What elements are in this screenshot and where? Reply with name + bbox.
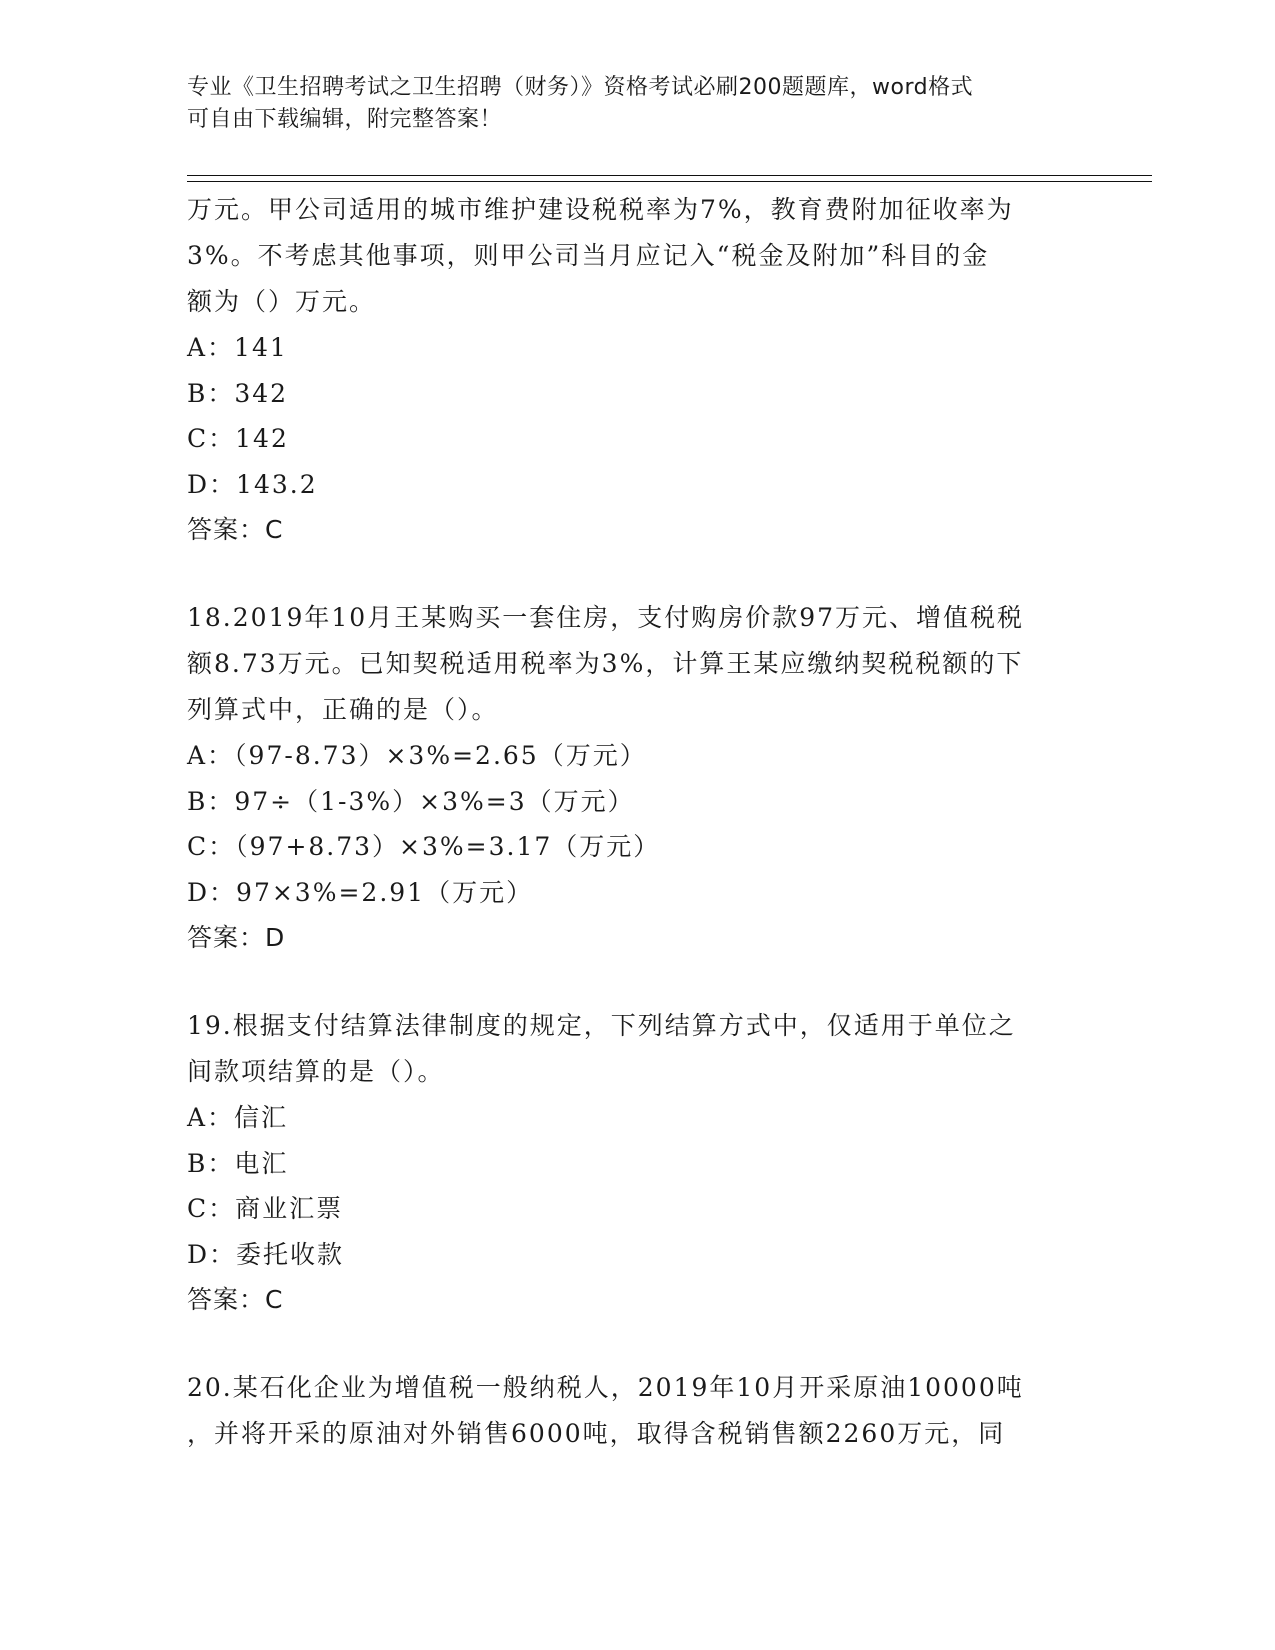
header-line-1: 专业《卫生招聘考试之卫生招聘（财务）》资格考试必刷200题题库，word格式 bbox=[187, 75, 974, 100]
header-divider-bottom bbox=[187, 181, 1152, 182]
question-spacer bbox=[187, 1323, 1087, 1365]
question-19-line-1: 19.根据支付结算法律制度的规定，下列结算方式中，仅适用于单位之 bbox=[187, 1011, 1016, 1040]
question-18-line-1: 18.2019年10月王某购买一套住房，支付购房价款97万元、增值税税 bbox=[187, 603, 1025, 632]
question-18-option-b: B：97÷（1-3%）×3%=3（万元） bbox=[187, 786, 635, 816]
question-17-line-1: 万元。甲公司适用的城市维护建设税税率为7%，教育费附加征收率为 bbox=[187, 195, 1014, 224]
question-20-line-2: ，并将开采的原油对外销售6000吨，取得含税销售额2260万元，同 bbox=[187, 1419, 1006, 1448]
question-spacer bbox=[187, 961, 1087, 1003]
question-19-answer: 答案：C bbox=[187, 1285, 284, 1314]
question-19-option-c: C：商业汇票 bbox=[187, 1194, 344, 1223]
document-header bbox=[187, 72, 1087, 136]
question-20 bbox=[187, 1365, 1087, 1457]
question-19-option-b: B：电汇 bbox=[187, 1148, 289, 1178]
question-18-line-2: 额8.73万元。已知契税适用税率为3%，计算王某应缴纳契税税额的下 bbox=[187, 649, 1024, 678]
question-18-option-c: C：（97+8.73）×3%=3.17（万元） bbox=[187, 832, 661, 861]
question-17-answer: 答案：C bbox=[187, 515, 284, 544]
question-19-option-a: A：信汇 bbox=[187, 1103, 289, 1132]
question-19-line-2: 间款项结算的是（）。 bbox=[187, 1057, 445, 1086]
question-17-line-3: 额为（）万元。 bbox=[187, 287, 377, 316]
question-17-option-d: D：143.2 bbox=[187, 469, 318, 499]
header-divider-top bbox=[187, 175, 1152, 176]
question-20-line-1: 20.某石化企业为增值税一般纳税人，2019年10月开采原油10000吨 bbox=[187, 1373, 1024, 1402]
question-18-answer: 答案：D bbox=[187, 923, 286, 952]
question-17-line-2: 3%。不考虑其他事项，则甲公司当月应记入“税金及附加”科目的金 bbox=[187, 241, 990, 270]
question-18-option-d: D：97×3%=2.91（万元） bbox=[187, 877, 534, 907]
question-17 bbox=[187, 187, 1087, 553]
question-18-option-a: A：（97-8.73）×3%=2.65（万元） bbox=[187, 741, 647, 770]
question-18-line-3: 列算式中，正确的是（）。 bbox=[187, 695, 499, 724]
header-line-2: 可自由下载编辑，附完整答案！ bbox=[187, 107, 503, 132]
question-18 bbox=[187, 595, 1087, 961]
question-17-option-a: A：141 bbox=[187, 333, 288, 362]
question-17-option-c: C：142 bbox=[187, 424, 289, 453]
document-body bbox=[187, 187, 1087, 1457]
question-spacer bbox=[187, 553, 1087, 595]
question-19-option-d: D：委托收款 bbox=[187, 1239, 345, 1269]
question-17-option-b: B：342 bbox=[187, 378, 289, 408]
question-19 bbox=[187, 1003, 1087, 1323]
